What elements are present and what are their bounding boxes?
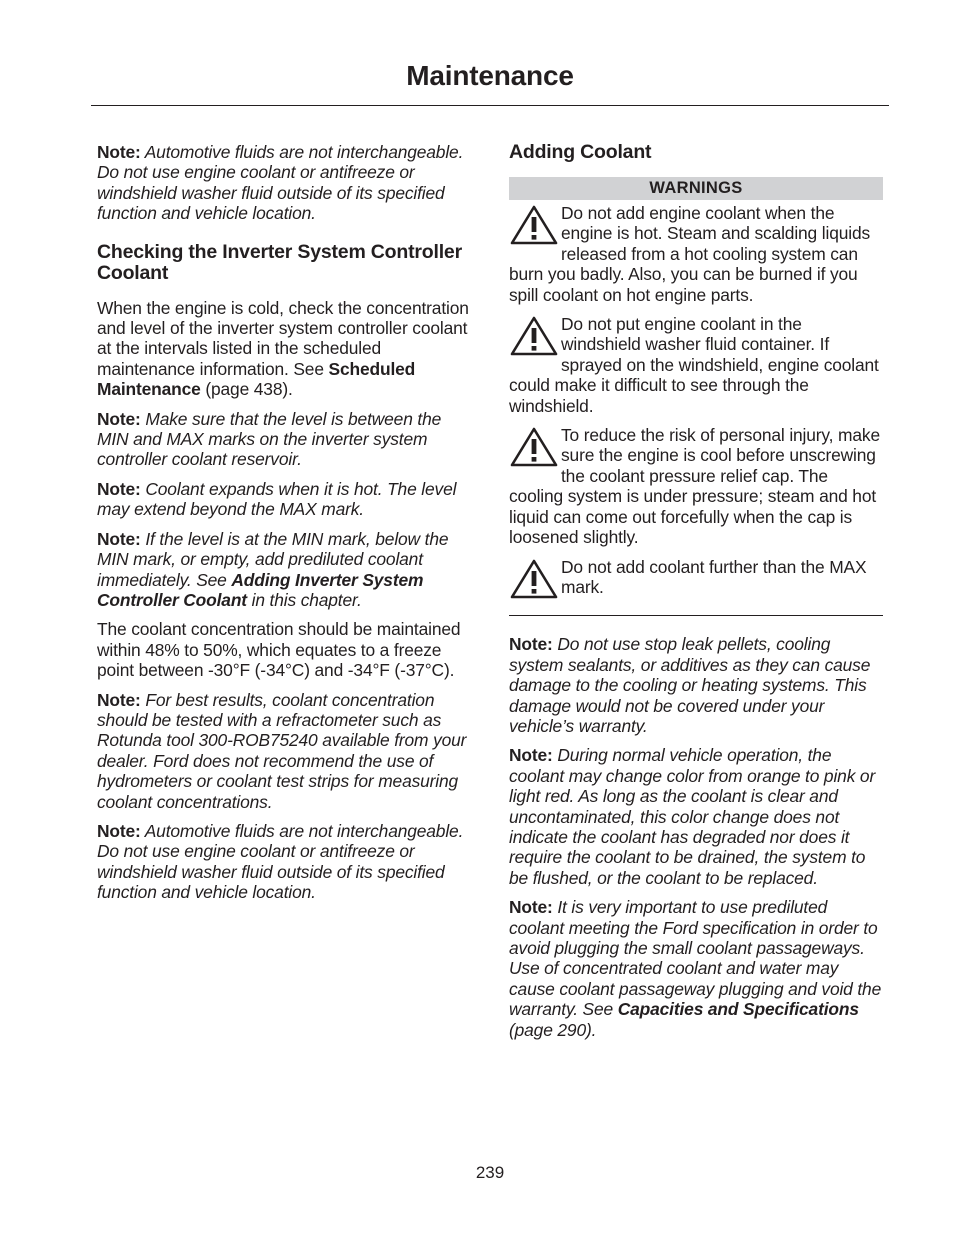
note-stop-leak (509, 634, 883, 736)
note-text: Coolant expands when it is hot. The level may extend beyond the MAX mark. (97, 478, 457, 520)
note-label: Note: (97, 142, 141, 162)
note-text: If the level is at the MIN mark, below the MIN mark, or empty, add prediluted coolant immediately. See (97, 528, 449, 590)
note-color-change (509, 745, 883, 888)
section-heading: Checking the Inverter System Controller Coolant (97, 240, 462, 284)
note-text: During normal vehicle operation, the coolant may change color from orange to pink or light red. As long as the coolant is clear and uncontaminated, this color change does not indicate the coolant has degraded nor does it require the coolant to be drained, the system to be flushed, or the coolant to be replaced. (509, 745, 876, 888)
warning-text: Do not add coolant further than the MAX mark. (561, 556, 867, 597)
page-number: 239 (475, 1163, 505, 1182)
note-text: Automotive fluids are not interchangeable. Do not use engine coolant or antifreeze or windshield washer fluid outside of its specified function and vehicle location. (97, 820, 464, 903)
note-label: Note: (97, 528, 141, 549)
note-level (97, 409, 471, 470)
note-text: For best results, coolant concentration should be tested with a refractometer such as Rotunda tool 300-ROB75240 available from your dealer. Ford does not recommend the use of hydrometers or coolant test strips for measuring coolant concentrations. (97, 689, 467, 812)
note-label: Note: (509, 634, 553, 655)
warning-triangle-icon (509, 204, 559, 246)
warnings-header: WARNINGS (509, 177, 883, 200)
note-text: Make sure that the level is between the MIN and MAX marks on the inverter system controller coolant reservoir. (97, 408, 442, 470)
warning-triangle-icon (509, 558, 559, 600)
note-expands (97, 479, 471, 520)
note-refractometer (97, 690, 471, 812)
warning-text: Do not put engine coolant in the windshield washer fluid container. If sprayed on the windshield, engine coolant could make it difficult to see through the windshield. (509, 314, 879, 416)
body-text: When the engine is cold, check the concentration and level of the inverter system controller coolant at the intervals listed in the scheduled maintenance information. See (97, 297, 469, 379)
note-text: Automotive fluids are not interchangeable. Do not use engine coolant or antifreeze or windshield washer fluid outside of its specified function and vehicle location. (97, 142, 464, 224)
warning-item (509, 314, 883, 416)
note-label: Note: (97, 478, 141, 499)
warning-triangle-icon (509, 315, 559, 357)
note-fluids (97, 821, 471, 903)
body-text: (page 438). (200, 379, 293, 400)
left-column (97, 142, 471, 912)
warnings-end-divider (509, 615, 883, 616)
note-prediluted (509, 897, 883, 1040)
warning-item (509, 425, 883, 547)
note-label: Note: (509, 897, 553, 918)
note-text: It is very important to use prediluted coolant meeting the Ford specification in order to avoid plugging the small coolant passageways. Use of concentrated coolant and water may cause coolant passageway plugging and void the warranty. See (509, 897, 882, 1020)
warning-triangle-icon (509, 426, 559, 468)
warning-item (509, 203, 883, 305)
note-text: (page 290). (509, 1019, 597, 1040)
header-divider (91, 105, 889, 106)
page-title: Maintenance (406, 60, 574, 91)
note-label: Note: (509, 745, 553, 766)
right-column (509, 142, 883, 1049)
cross-reference-link[interactable]: Scheduled Maintenance (97, 358, 416, 400)
body-paragraph (97, 298, 471, 400)
note-text: Do not use stop leak pellets, cooling system sealants, or additives as they can cause damage to the cooling or heating systems. This damage would not be covered under your vehicle’s warranty. (509, 634, 871, 736)
warning-text: Do not add engine coolant when the engine is hot. Steam and scalding liquids released from a hot cooling system can burn you badly. Also, you can be burned if you spill coolant on hot engine parts. (509, 203, 871, 305)
warning-text: To reduce the risk of personal injury, make sure the engine is cool before unscrewing the coolant pressure relief cap. The cooling system is under pressure; steam and hot liquid can come out forcefully when the cap is loosened slightly. (509, 425, 880, 548)
cross-reference-link[interactable]: Capacities and Specifications (617, 999, 859, 1020)
note-min-level (97, 529, 471, 611)
note-label: Note: (97, 820, 141, 841)
note-text: in this chapter. (246, 589, 362, 610)
section-heading: Adding Coolant (509, 141, 652, 163)
note-label: Note: (97, 408, 141, 429)
note-fluids (97, 142, 471, 224)
warning-item (509, 557, 883, 598)
cross-reference-link[interactable]: Adding Inverter System Controller Coolant (97, 569, 424, 610)
body-paragraph: The coolant concentration should be maintained within 48% to 50%, which equates to a freeze point between -30°F (-34°C) and -34°F (-37°C). (97, 619, 461, 681)
note-label: Note: (97, 689, 141, 710)
